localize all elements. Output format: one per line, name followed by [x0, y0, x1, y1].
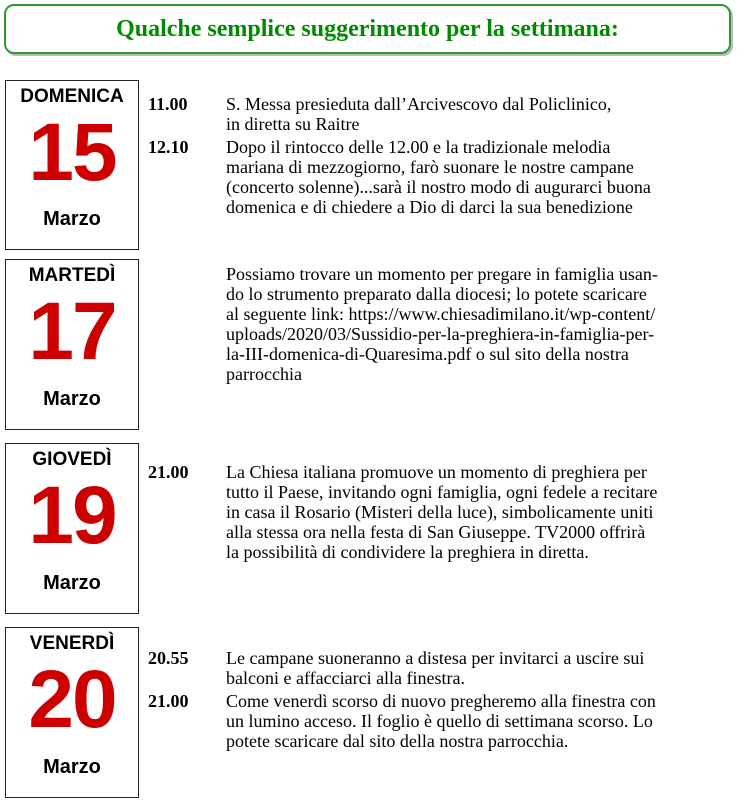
- day-entries-giovedi: [148, 462, 736, 562]
- day-month: Marzo: [43, 208, 101, 230]
- entry-time: 21.00: [148, 462, 189, 482]
- title-banner: [4, 4, 731, 54]
- entry-time: 20.55: [148, 648, 189, 668]
- entry-line: alla stessa ora nella festa di San Giuseppe. TV2000 offrirà: [226, 522, 646, 542]
- entry-line: do lo strumento preparato dalla diocesi; lo potete scaricare: [226, 284, 647, 304]
- entry-line: (concerto solenne)...sarà il nostro modo di augurarci buona: [226, 177, 651, 197]
- schedule-entry: [148, 137, 736, 217]
- entry-line: tutto il Paese, invitando ogni famiglia, ogni fedele a recitare: [226, 482, 658, 502]
- entry-text: [226, 648, 736, 688]
- entry-text: [226, 691, 736, 751]
- schedule-entry: [148, 648, 736, 688]
- day-name: VENERDÌ: [29, 633, 115, 654]
- entry-text: [226, 94, 736, 134]
- entry-text: [226, 462, 736, 562]
- entry-line: uploads/2020/03/Sussidio-per-la-preghiera-in-famiglia-per-: [226, 324, 655, 344]
- entry-line: la-III-domenica-di-Quaresima.pdf o sul sito della nostra: [226, 344, 629, 364]
- schedule-entry: [148, 264, 736, 384]
- page-title: Qualche semplice suggerimento per la settimana:: [116, 15, 619, 42]
- entry-line: Possiamo trovare un momento per pregare in famiglia usan-: [226, 264, 658, 284]
- day-card-martedi: [5, 259, 139, 430]
- entry-text: [226, 264, 736, 384]
- entry-line: S. Messa presieduta dall’Arcivescovo dal Policlinico,: [226, 94, 612, 114]
- day-card-domenica: [5, 80, 139, 250]
- entry-line: in diretta su Raitre: [226, 114, 360, 134]
- entry-time: 12.10: [148, 137, 189, 157]
- entry-text: [226, 137, 736, 217]
- day-name: DOMENICA: [20, 86, 124, 107]
- day-number: 17: [28, 286, 116, 377]
- entry-line: Come venerdì scorso di nuovo pregheremo alla finestra con: [226, 691, 656, 711]
- entry-line: un lumino acceso. Il foglio è quello di settimana scorso. Lo: [226, 711, 653, 731]
- entry-line: La Chiesa italiana promuove un momento di preghiera per: [226, 462, 647, 482]
- day-number: 19: [28, 470, 116, 561]
- entry-line: parrocchia: [226, 364, 302, 384]
- schedule-entry: [148, 94, 736, 134]
- entry-line: balconi e affacciarci alla finestra.: [226, 668, 466, 688]
- entry-line: domenica e di chiedere a Dio di darci la sua benedizione: [226, 197, 633, 217]
- schedule-entry: [148, 462, 736, 562]
- day-card-giovedi: [5, 443, 139, 614]
- schedule-entry: [148, 691, 736, 751]
- day-card-venerdi: [5, 627, 139, 798]
- day-name: GIOVEDÌ: [32, 449, 112, 470]
- entry-line: la possibilità di condividere la preghiera in diretta.: [226, 542, 589, 562]
- day-number: 15: [28, 107, 116, 198]
- entry-line: in casa il Rosario (Misteri della luce), simbolicamente uniti: [226, 502, 654, 522]
- day-month: Marzo: [43, 388, 101, 410]
- entry-time: 21.00: [148, 691, 189, 711]
- day-entries-venerdi: [148, 648, 736, 751]
- day-month: Marzo: [43, 756, 101, 778]
- entry-line: Le campane suoneranno a distesa per invitarci a uscire sui: [226, 648, 645, 668]
- entry-line: al seguente link: https://www.chiesadimilano.it/wp-content/: [226, 304, 656, 324]
- day-month: Marzo: [43, 572, 101, 594]
- day-name: MARTEDÌ: [28, 265, 116, 286]
- entry-line: mariana di mezzogiorno, farò suonare le nostre campane: [226, 157, 634, 177]
- entry-line: potete scaricare dal sito della nostra parrocchia.: [226, 731, 569, 751]
- entry-line: Dopo il rintocco delle 12.00 e la tradizionale melodia: [226, 137, 611, 157]
- day-entries-domenica: [148, 94, 736, 217]
- day-entries-martedi: [148, 264, 736, 384]
- entry-time: 11.00: [148, 94, 188, 114]
- day-number: 20: [28, 654, 116, 745]
